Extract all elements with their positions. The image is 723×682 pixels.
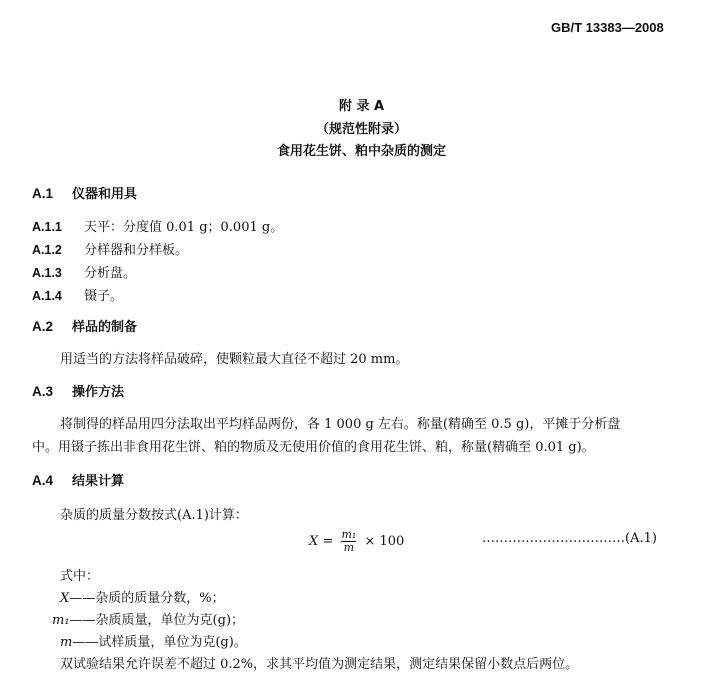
annex-title: 附 录 A [338,99,385,114]
item-number: A.1.4 [32,289,62,303]
section-title: 样品的制备 [72,320,138,335]
standard-number: GB/T 13383—2008 [551,20,664,35]
list-item [32,239,188,258]
section-a2-heading [32,316,137,335]
list-item [32,262,136,281]
formula [309,529,404,559]
annex-subtitle: （规范性附录） [315,122,407,137]
section-number: A.2 [32,319,54,334]
definition-symbol: m [60,635,73,650]
item-number: A.1.2 [32,243,62,257]
item-text: 分样器和分样板。 [84,243,189,258]
section-a4-heading [32,470,124,489]
formula-equals: = [322,534,334,549]
definition-item [52,609,244,628]
item-text: 镊子。 [84,289,124,304]
formula-rhs: × 100 [364,534,405,549]
item-text: 天平：分度值 0.01 g；0.001 g。 [84,220,284,235]
formula-lhs: X [309,534,319,549]
section-a3-body-line2: 中。用镊子拣出非食用花生饼、粕的物质及无使用价值的食用花生饼、粕，称量(精确至 0.01 g)。 [32,440,595,455]
where-label: 式中： [60,569,100,584]
formula-fraction [341,529,356,554]
definition-symbol: m₁ [52,613,70,628]
definition-item [60,631,247,650]
section-a3-body-line1: 将制得的样品用四分法取出平均样品两份，各 1 000 g 左右。称量(精确至 0.5 g)，平摊于分析盘 [60,417,621,432]
list-item [32,216,283,235]
section-a3-heading [32,381,124,400]
formula-number: (A.1) [625,531,657,546]
section-number: A.1 [32,186,54,201]
formula-label [482,531,657,546]
formula-intro: 杂质的质量分数按式(A.1)计算： [60,508,248,523]
section-number: A.4 [32,473,54,488]
item-number: A.1.3 [32,266,62,280]
section-a1-heading [32,183,137,202]
section-number: A.3 [32,384,54,399]
formula-denominator: m [343,541,355,554]
definition-item [60,587,225,606]
item-number: A.1.1 [32,220,62,234]
definition-text: ——杂质质量，单位为克(g)； [69,613,245,628]
section-title: 仪器和用具 [72,187,138,202]
definition-text: ——杂质的质量分数，%； [69,591,225,606]
definition-text: ——试样质量，单位为克(g)。 [72,635,247,650]
formula-leader-dots: …………………………… [482,531,625,546]
definition-symbol: X [60,591,70,606]
section-title: 操作方法 [72,385,125,400]
section-title: 结果计算 [72,474,125,489]
section-a2-body: 用适当的方法将样品破碎，使颗粒最大直径不超过 20 mm。 [60,352,409,367]
item-text: 分析盘。 [84,266,137,281]
formula-numerator: m₁ [341,528,357,541]
list-item [32,285,123,304]
annex-heading: 食用花生饼、粕中杂质的测定 [276,144,446,159]
result-note: 双试验结果允许误差不超过 0.2%，求其平均值为测定结果，测定结果保留小数点后两位。 [60,657,579,672]
